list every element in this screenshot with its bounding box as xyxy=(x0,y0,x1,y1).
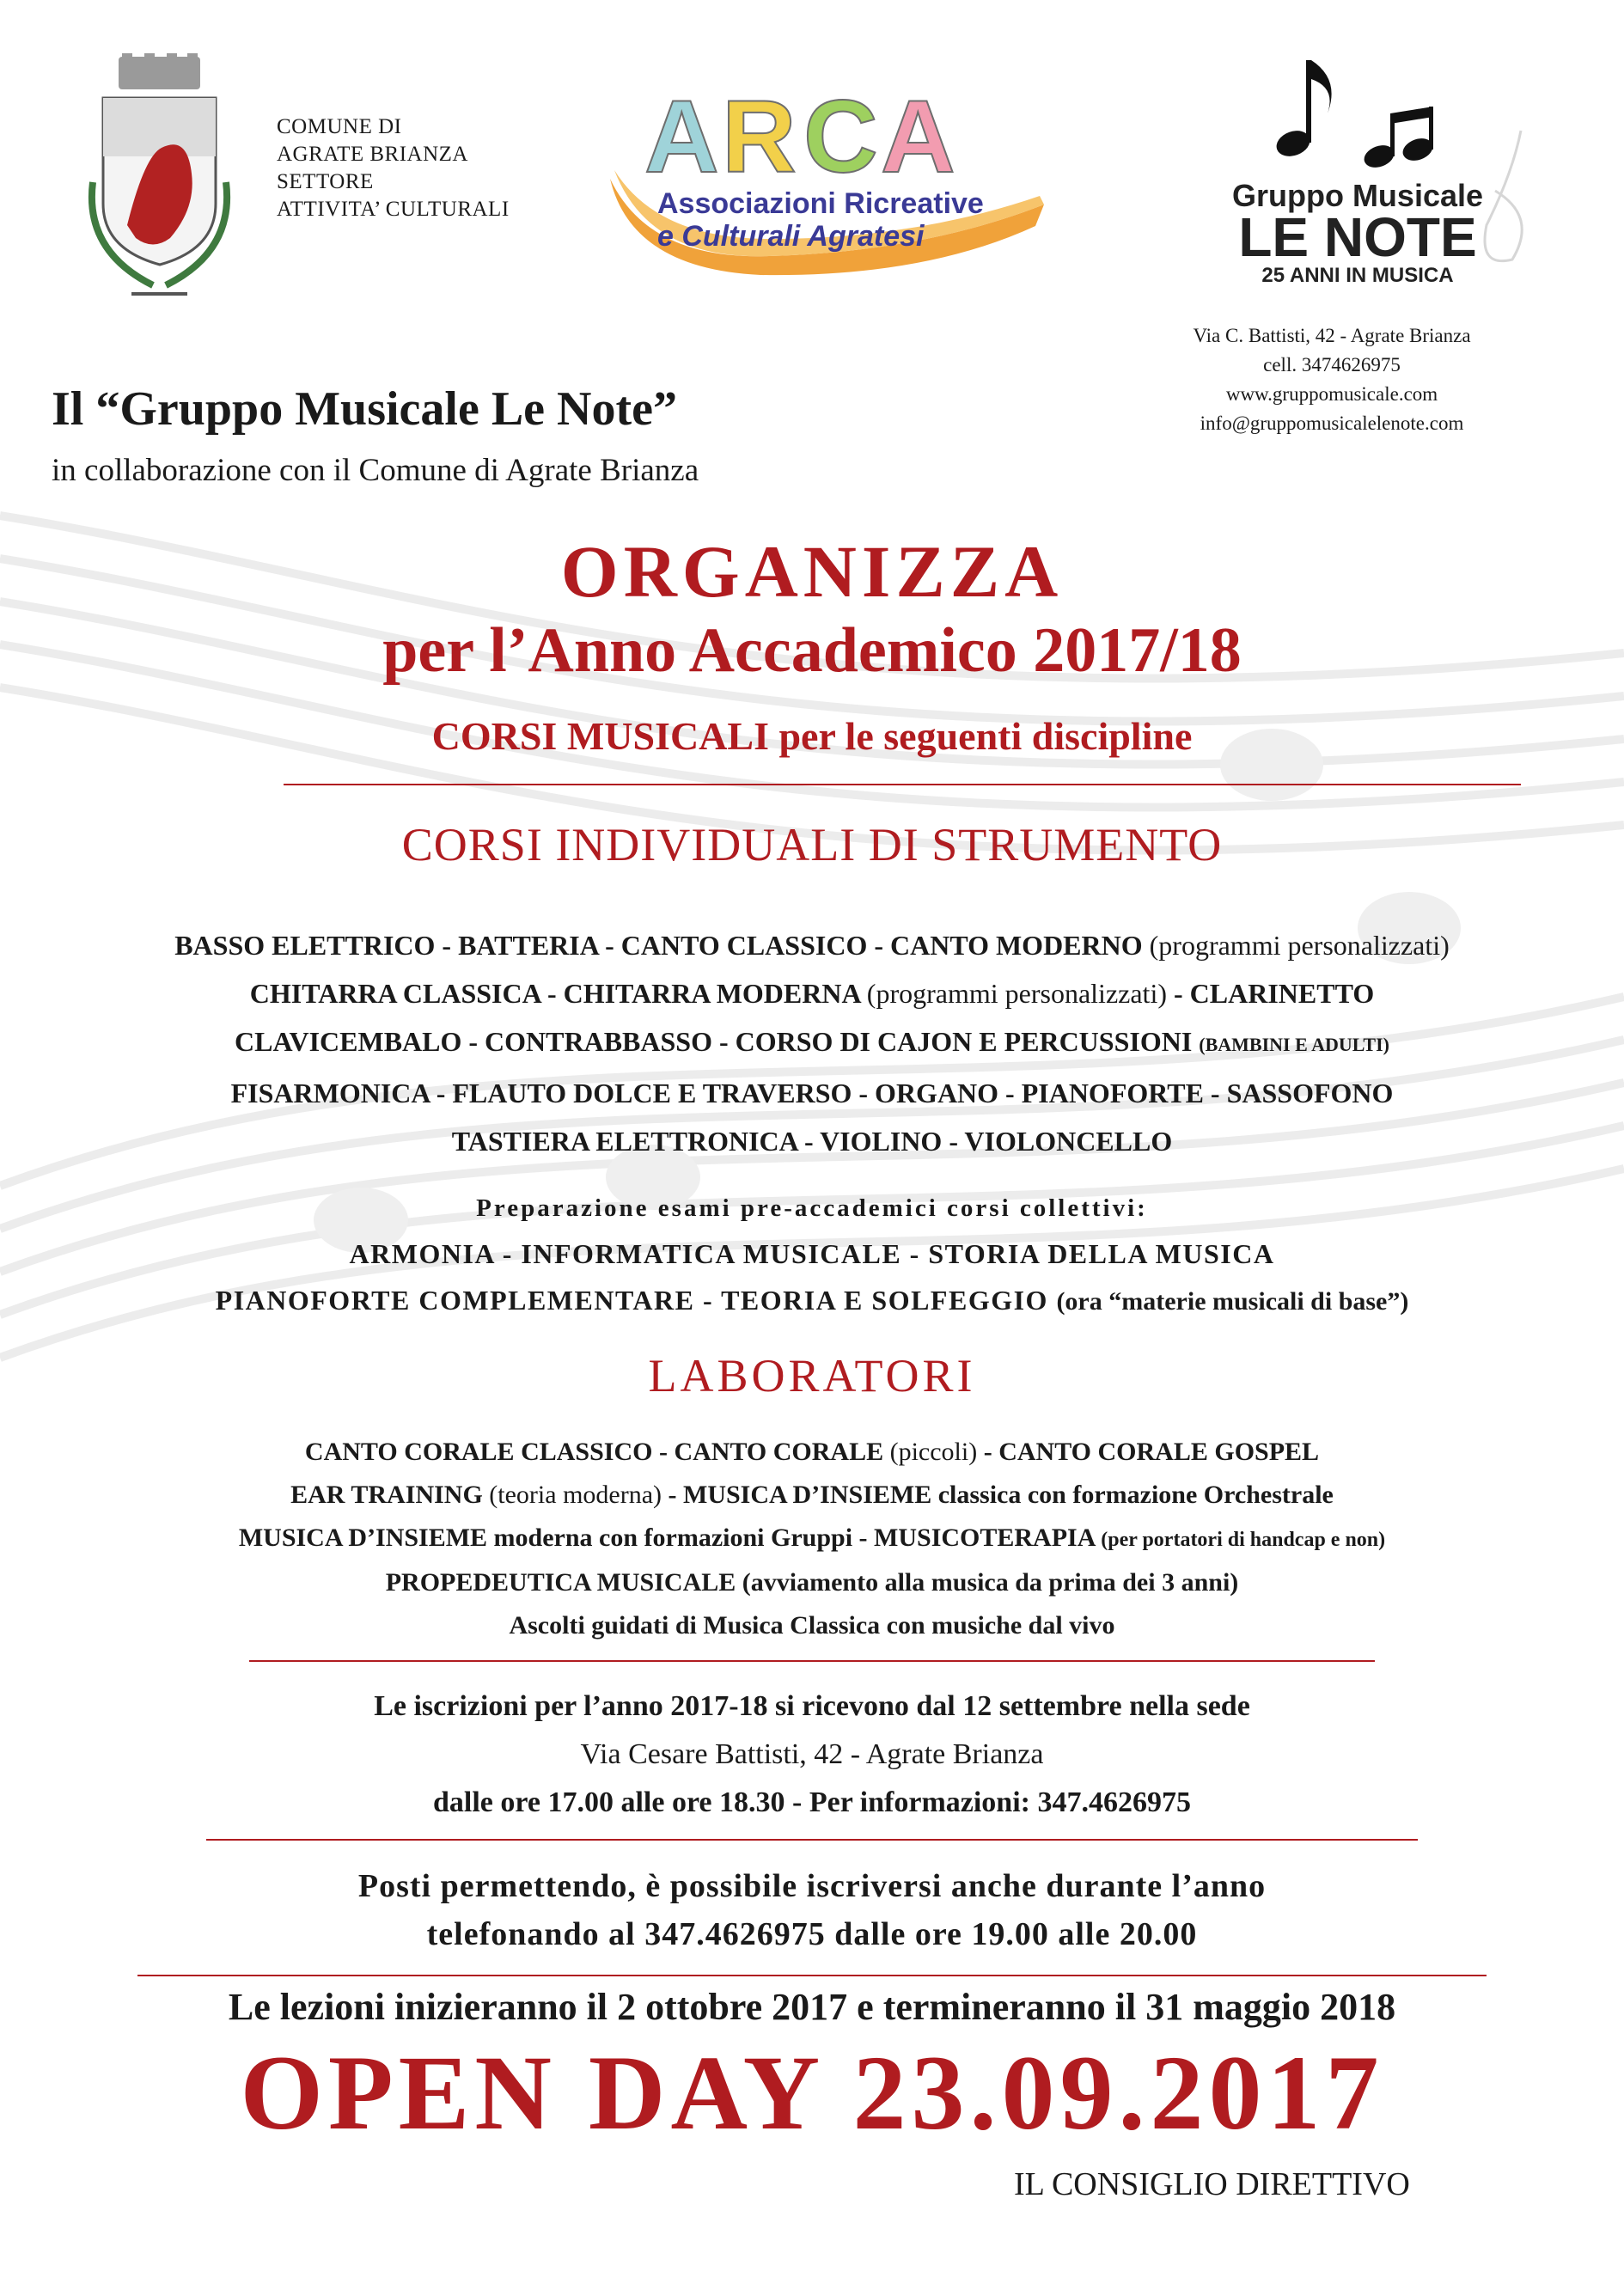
comune-line: ATTIVITA’ CULTURALI xyxy=(277,198,510,221)
posti-line: Posti permettendo, è possibile iscriversi anche durante l’anno xyxy=(357,1868,1267,1904)
preparazione-heading: Preparazione esami pre-accademici corsi collettivi: xyxy=(476,1194,1148,1222)
svg-text:C: C xyxy=(803,79,878,194)
signature-consiglio: IL CONSIGLIO DIRETTIVO xyxy=(1014,2166,1410,2202)
contact-website[interactable]: www.gruppomusicale.com xyxy=(1225,383,1438,405)
posti-block xyxy=(0,1862,1624,1958)
intro-title: Il “Gruppo Musicale Le Note” xyxy=(52,382,677,436)
divider xyxy=(249,1660,1375,1662)
laboratori-title: LABORATORI xyxy=(648,1350,976,1402)
svg-text:A: A xyxy=(881,79,955,194)
comune-text xyxy=(277,113,510,223)
laboratori-line: Ascolti guidati di Musica Classica con musiche dal vivo xyxy=(509,1611,1115,1640)
iscrizioni-line: Le iscrizioni per l’anno 2017-18 si ricevono dal 12 settembre nella sede xyxy=(374,1690,1250,1722)
instrument-line: CHITARRA CLASSICA - CHITARRA MODERNA (programmi personalizzati) - CLARINETTO xyxy=(249,978,1375,1009)
comune-line: AGRATE BRIANZA xyxy=(277,143,468,166)
contact-phone: cell. 3474626975 xyxy=(1263,354,1401,376)
instrument-line: TASTIERA ELETTRONICA - VIOLINO - VIOLONCELLO xyxy=(451,1126,1173,1157)
comune-line: COMUNE DI xyxy=(277,115,402,138)
laboratori-line: CANTO CORALE CLASSICO - CANTO CORALE (piccoli) - CANTO CORALE GOSPEL xyxy=(304,1438,1320,1466)
instrument-line: BASSO ELETTRICO - BATTERIA - CANTO CLASSICO - CANTO MODERNO (programmi personalizzati) xyxy=(174,930,1450,961)
preparazione-line: ARMONIA - INFORMATICA MUSICALE - STORIA DELLA MUSICA xyxy=(349,1238,1275,1269)
anno-accademico-heading: per l’Anno Accademico 2017/18 xyxy=(382,615,1242,686)
contacts-block xyxy=(1108,321,1555,438)
preparazione-line: PIANOFORTE COMPLEMENTARE - TEORIA E SOLFEGGIO (ora “materie musicali di base”) xyxy=(215,1285,1409,1316)
corsi-musicali-heading: CORSI MUSICALI per le seguenti discipline xyxy=(431,714,1193,758)
laboratori-list xyxy=(0,1431,1624,1647)
instrument-line: CLAVICEMBALO - CONTRABBASSO - CORSO DI CAJON E PERCUSSIONI (BAMBINI E ADULTI) xyxy=(235,1026,1389,1057)
iscrizioni-block xyxy=(0,1682,1624,1827)
arca-tagline-1: Associazioni Ricreative xyxy=(657,187,984,220)
organizza-heading: ORGANIZZA xyxy=(560,530,1064,613)
le-note-logo xyxy=(1169,53,1547,302)
le-note-logo-line2: LE NOTE xyxy=(1238,206,1477,268)
divider xyxy=(206,1839,1418,1841)
comune-crest-logo xyxy=(84,53,235,302)
comune-line: SETTORE xyxy=(277,170,374,193)
instrument-line: FISARMONICA - FLAUTO DOLCE E TRAVERSO - ORGANO - PIANOFORTE - SASSOFONO xyxy=(230,1078,1394,1108)
preparazione-list xyxy=(0,1231,1624,1325)
contact-email[interactable]: info@gruppomusicalelenote.com xyxy=(1200,412,1464,434)
instrument-list xyxy=(0,921,1624,1165)
svg-text:R: R xyxy=(722,79,797,194)
intro-subtitle: in collaborazione con il Comune di Agrate Brianza xyxy=(52,453,699,488)
laboratori-line: EAR TRAINING (teoria moderna) - MUSICA D’INSIEME classica con formazione Orchestrale xyxy=(290,1481,1334,1509)
divider xyxy=(284,784,1521,785)
lezioni-dates: Le lezioni inizieranno il 2 ottobre 2017 e termineranno il 31 maggio 2018 xyxy=(228,1986,1396,2028)
iscrizioni-line: dalle ore 17.00 alle ore 18.30 - Per informazioni: 347.4626975 xyxy=(433,1786,1191,1818)
corsi-individuali-title: CORSI INDIVIDUALI DI STRUMENTO xyxy=(401,819,1223,870)
le-note-logo-line1: Gruppo Musicale xyxy=(1231,178,1484,213)
le-note-logo-line3: 25 ANNI IN MUSICA xyxy=(1261,264,1454,287)
open-day-banner: OPEN DAY 23.09.2017 xyxy=(240,2034,1384,2152)
divider xyxy=(137,1975,1487,1976)
laboratori-line: PROPEDEUTICA MUSICALE (avviamento alla musica da prima dei 3 anni) xyxy=(385,1568,1239,1597)
laboratori-line: MUSICA D’INSIEME moderna con formazioni Gruppi - MUSICOTERAPIA (per portatori di handcap e non) xyxy=(238,1524,1386,1552)
arca-tagline-2: e Culturali Agratesi xyxy=(657,220,925,253)
arca-logo xyxy=(597,76,1061,278)
svg-text:A: A xyxy=(644,79,719,194)
posti-line: telefonando al 347.4626975 dalle ore 19.00 alle 20.00 xyxy=(426,1916,1198,1952)
iscrizioni-line: Via Cesare Battisti, 42 - Agrate Brianza xyxy=(580,1738,1044,1770)
contact-address: Via C. Battisti, 42 - Agrate Brianza xyxy=(1193,325,1471,346)
